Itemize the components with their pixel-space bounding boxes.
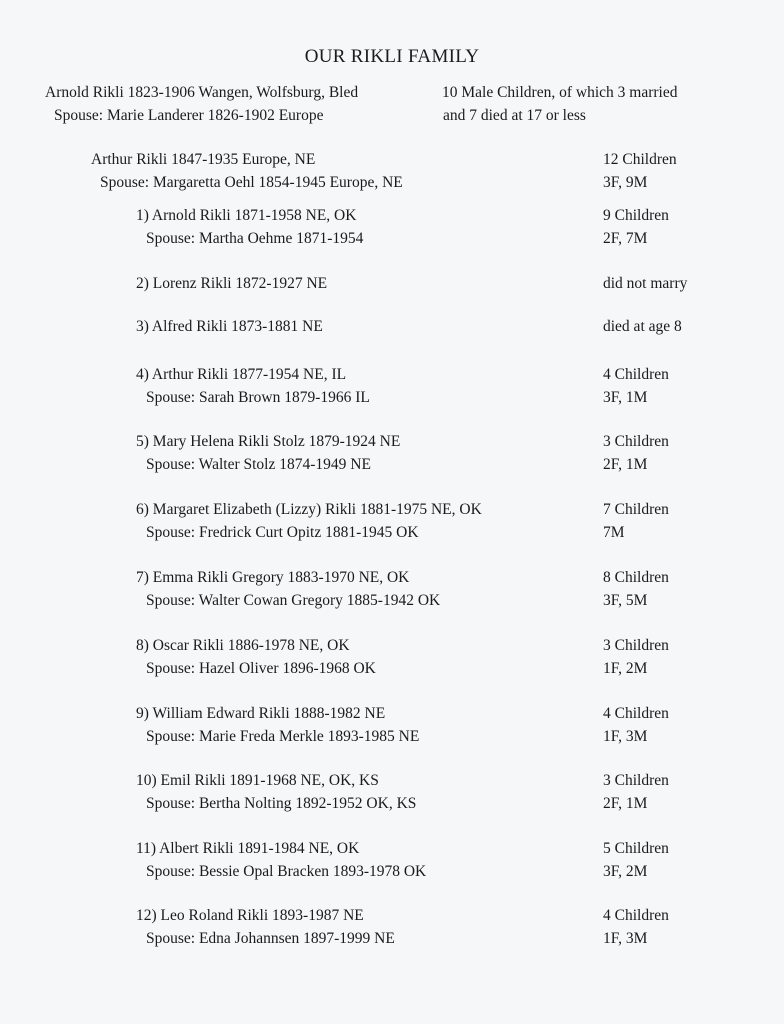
child-note2: 2F, 1M	[603, 456, 648, 473]
child-note: 9 Children	[603, 207, 669, 224]
child-spouse: Spouse: Hazel Oliver 1896-1968 OK	[146, 660, 376, 677]
child-line: 1) Arnold Rikli 1871-1958 NE, OK	[136, 207, 357, 224]
child-line: 10) Emil Rikli 1891-1968 NE, OK, KS	[136, 772, 379, 789]
child-spouse: Spouse: Walter Stolz 1874-1949 NE	[146, 456, 371, 473]
child-note2: 2F, 7M	[603, 230, 648, 247]
child-note2: 1F, 2M	[603, 660, 648, 677]
child-line: 8) Oscar Rikli 1886-1978 NE, OK	[136, 637, 350, 654]
page-title: OUR RIKLI FAMILY	[304, 46, 480, 67]
child-line: 7) Emma Rikli Gregory 1883-1970 NE, OK	[136, 569, 410, 586]
child-line: 3) Alfred Rikli 1873-1881 NE	[136, 318, 323, 335]
progenitor-children-note2: and 7 died at 17 or less	[443, 107, 586, 124]
child-line: 9) William Edward Rikli 1888-1982 NE	[136, 705, 386, 722]
child-note: 4 Children	[603, 907, 669, 924]
child-note: died at age 8	[603, 318, 682, 335]
child-note: 8 Children	[603, 569, 669, 586]
progenitor-spouse: Spouse: Marie Landerer 1826-1902 Europe	[54, 107, 324, 124]
child-spouse: Spouse: Sarah Brown 1879-1966 IL	[146, 389, 370, 406]
child-spouse: Spouse: Martha Oehme 1871-1954	[146, 230, 364, 247]
child-note2: 7M	[603, 524, 625, 541]
progenitor-line: Arnold Rikli 1823-1906 Wangen, Wolfsburg, Bled	[45, 84, 359, 101]
child-spouse: Spouse: Bertha Nolting 1892-1952 OK, KS	[146, 795, 417, 812]
head-line: Arthur Rikli 1847-1935 Europe, NE	[91, 151, 316, 168]
progenitor-children-note: 10 Male Children, of which 3 married	[442, 84, 678, 101]
child-note: 4 Children	[603, 366, 669, 383]
child-note2: 2F, 1M	[603, 795, 648, 812]
child-note: 5 Children	[603, 840, 669, 857]
child-line: 4) Arthur Rikli 1877-1954 NE, IL	[136, 366, 347, 383]
child-spouse: Spouse: Fredrick Curt Opitz 1881-1945 OK	[146, 524, 419, 541]
child-note: 4 Children	[603, 705, 669, 722]
child-note: 3 Children	[603, 637, 669, 654]
child-note: 3 Children	[603, 772, 669, 789]
child-line: 5) Mary Helena Rikli Stolz 1879-1924 NE	[136, 433, 401, 450]
child-line: 11) Albert Rikli 1891-1984 NE, OK	[136, 840, 360, 857]
child-spouse: Spouse: Walter Cowan Gregory 1885-1942 OK	[146, 592, 441, 609]
child-note2: 1F, 3M	[603, 930, 648, 947]
child-note: did not marry	[603, 275, 688, 292]
head-breakdown: 3F, 9M	[603, 174, 648, 191]
child-line: 2) Lorenz Rikli 1872-1927 NE	[136, 275, 328, 292]
child-note2: 3F, 5M	[603, 592, 648, 609]
head-children: 12 Children	[603, 151, 677, 168]
child-spouse: Spouse: Marie Freda Merkle 1893-1985 NE	[146, 728, 420, 745]
child-spouse: Spouse: Bessie Opal Bracken 1893-1978 OK	[146, 863, 427, 880]
child-note2: 3F, 2M	[603, 863, 648, 880]
child-note: 3 Children	[603, 433, 669, 450]
child-note2: 1F, 3M	[603, 728, 648, 745]
head-spouse: Spouse: Margaretta Oehl 1854-1945 Europe, NE	[100, 174, 403, 191]
child-line: 12) Leo Roland Rikli 1893-1987 NE	[136, 907, 364, 924]
child-line: 6) Margaret Elizabeth (Lizzy) Rikli 1881-1975 NE, OK	[136, 501, 482, 518]
child-spouse: Spouse: Edna Johannsen 1897-1999 NE	[146, 930, 395, 947]
child-note2: 3F, 1M	[603, 389, 648, 406]
child-note: 7 Children	[603, 501, 669, 518]
